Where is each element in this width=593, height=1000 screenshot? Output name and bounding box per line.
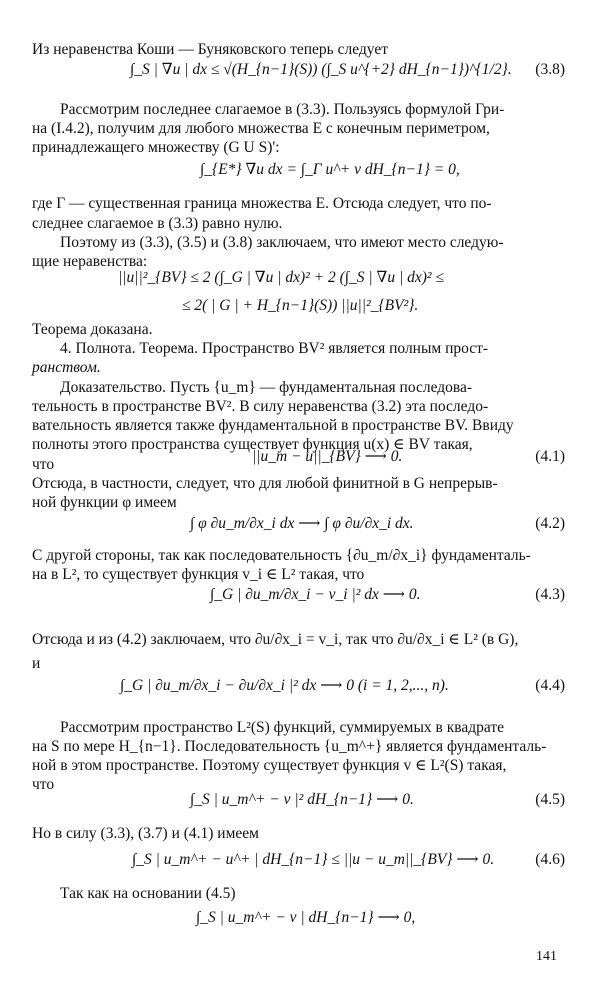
text-line: вательность является также фундаментальной в пространстве BV. Ввиду	[32, 417, 514, 434]
text-line: на в L², то существует функция v_i ∈ L² такая, что	[32, 566, 365, 583]
equation-number: (4.6)	[535, 851, 565, 868]
equation: ≤ 2( | G | + H_{n−1}(S)) ||u||²_{BV²}.	[182, 297, 419, 314]
text-line: Рассмотрим пространство L²(S) функций, суммируемых в квадрате	[60, 719, 504, 736]
equation: ∫_S | u_m^+ − v |² dH_{n−1} ⟶ 0.	[190, 791, 414, 808]
text-line: Так как на основании (4.5)	[60, 885, 236, 902]
equation: ∫_S | u_m^+ − v | dH_{n−1} ⟶ 0,	[196, 909, 416, 926]
text-line: Из неравенства Коши — Буняковского теперь следует	[32, 41, 388, 58]
page-number: 141	[536, 949, 557, 964]
section-heading: 4. Полнота. Теорема. Пространство BV² является полным прост-	[60, 340, 489, 357]
text-line: ной функции φ имеем	[32, 494, 177, 511]
equation-number: (4.4)	[535, 677, 565, 694]
text-line: С другой стороны, так как последовательность {∂u_m/∂x_i} фундаменталь-	[32, 547, 531, 564]
text-line: что	[32, 776, 55, 793]
text-line: Отсюда, в частности, следует, что для любой финитной в G непрерыв-	[32, 475, 498, 492]
text-line: и	[32, 655, 41, 672]
equation-number: (4.1)	[535, 448, 565, 465]
equation-number: (4.5)	[535, 791, 565, 808]
text-line: ранством.	[32, 359, 101, 376]
text-line: Отсюда и из (4.2) заключаем, что ∂u/∂x_i = v_i, так что ∂u/∂x_i ∈ L² (в G),	[32, 631, 519, 648]
equation-number: (4.2)	[535, 515, 565, 532]
text-line: Теорема доказана.	[32, 321, 153, 338]
equation: ||u||²_{BV} ≤ 2 (∫_G | ∇u | dx)² + 2 (∫_S | ∇u | dx)² ≤	[118, 269, 444, 286]
equation: ∫_S | u_m^+ − u^+ | dH_{n−1} ≤ ||u − u_m||_{BV} ⟶ 0.	[132, 851, 495, 868]
text-line: Доказательство. Пусть {u_m} — фундаментальная последова-	[60, 379, 473, 396]
equation: ∫_S | ∇u | dx ≤ √(H_{n−1}(S)) (∫_S u^{+2} dH_{n−1})^{1/2}.	[130, 61, 512, 78]
text-line: что	[32, 456, 55, 473]
text-line: принадлежащего множеству (G U S)':	[32, 139, 280, 156]
text-line: щие неравенства:	[32, 253, 148, 270]
equation: ||u_m − u||_{BV} ⟶ 0.	[252, 448, 403, 465]
text-line: ной в этом пространстве. Поэтому существует функция v ∈ L²(S) такая,	[32, 757, 507, 774]
text-line: тельность в пространстве BV². В силу неравенства (3.2) эта последо-	[32, 398, 489, 415]
equation: ∫ φ ∂u_m/∂x_i dx ⟶ ∫ φ ∂u/∂x_i dx.	[190, 515, 414, 532]
text-line: Но в силу (3.3), (3.7) и (4.1) имеем	[32, 825, 259, 842]
text-line: следнее слагаемое в (3.3) равно нулю.	[32, 215, 283, 232]
equation-number: (4.3)	[535, 586, 565, 603]
equation: ∫_G | ∂u_m/∂x_i − v_i |² dx ⟶ 0.	[210, 586, 421, 603]
equation-number: (3.8)	[535, 61, 565, 78]
text-line: на (I.4.2), получим для любого множества E с конечным периметром,	[32, 120, 490, 137]
equation: ∫_G | ∂u_m/∂x_i − ∂u/∂x_i |² dx ⟶ 0 (i = 1, 2,..., n).	[120, 677, 449, 694]
equation: ∫_{E*} ∇u dx = ∫_Г u^+ ν dH_{n−1} = 0,	[200, 161, 460, 178]
text-line: на S по мере H_{n−1}. Последовательность {u_m^+} является фундаменталь-	[32, 738, 547, 755]
text-line: полноты этого пространства существует функция u(x) ∈ BV такая,	[32, 436, 473, 453]
text-line: где Г — существенная граница множества E. Отсюда следует, что по-	[32, 195, 492, 212]
text-line: Рассмотрим последнее слагаемое в (3.3). Пользуясь формулой Гри-	[60, 101, 505, 118]
text-line: Поэтому из (3.3), (3.5) и (3.8) заключаем, что имеют место следую-	[60, 234, 504, 251]
